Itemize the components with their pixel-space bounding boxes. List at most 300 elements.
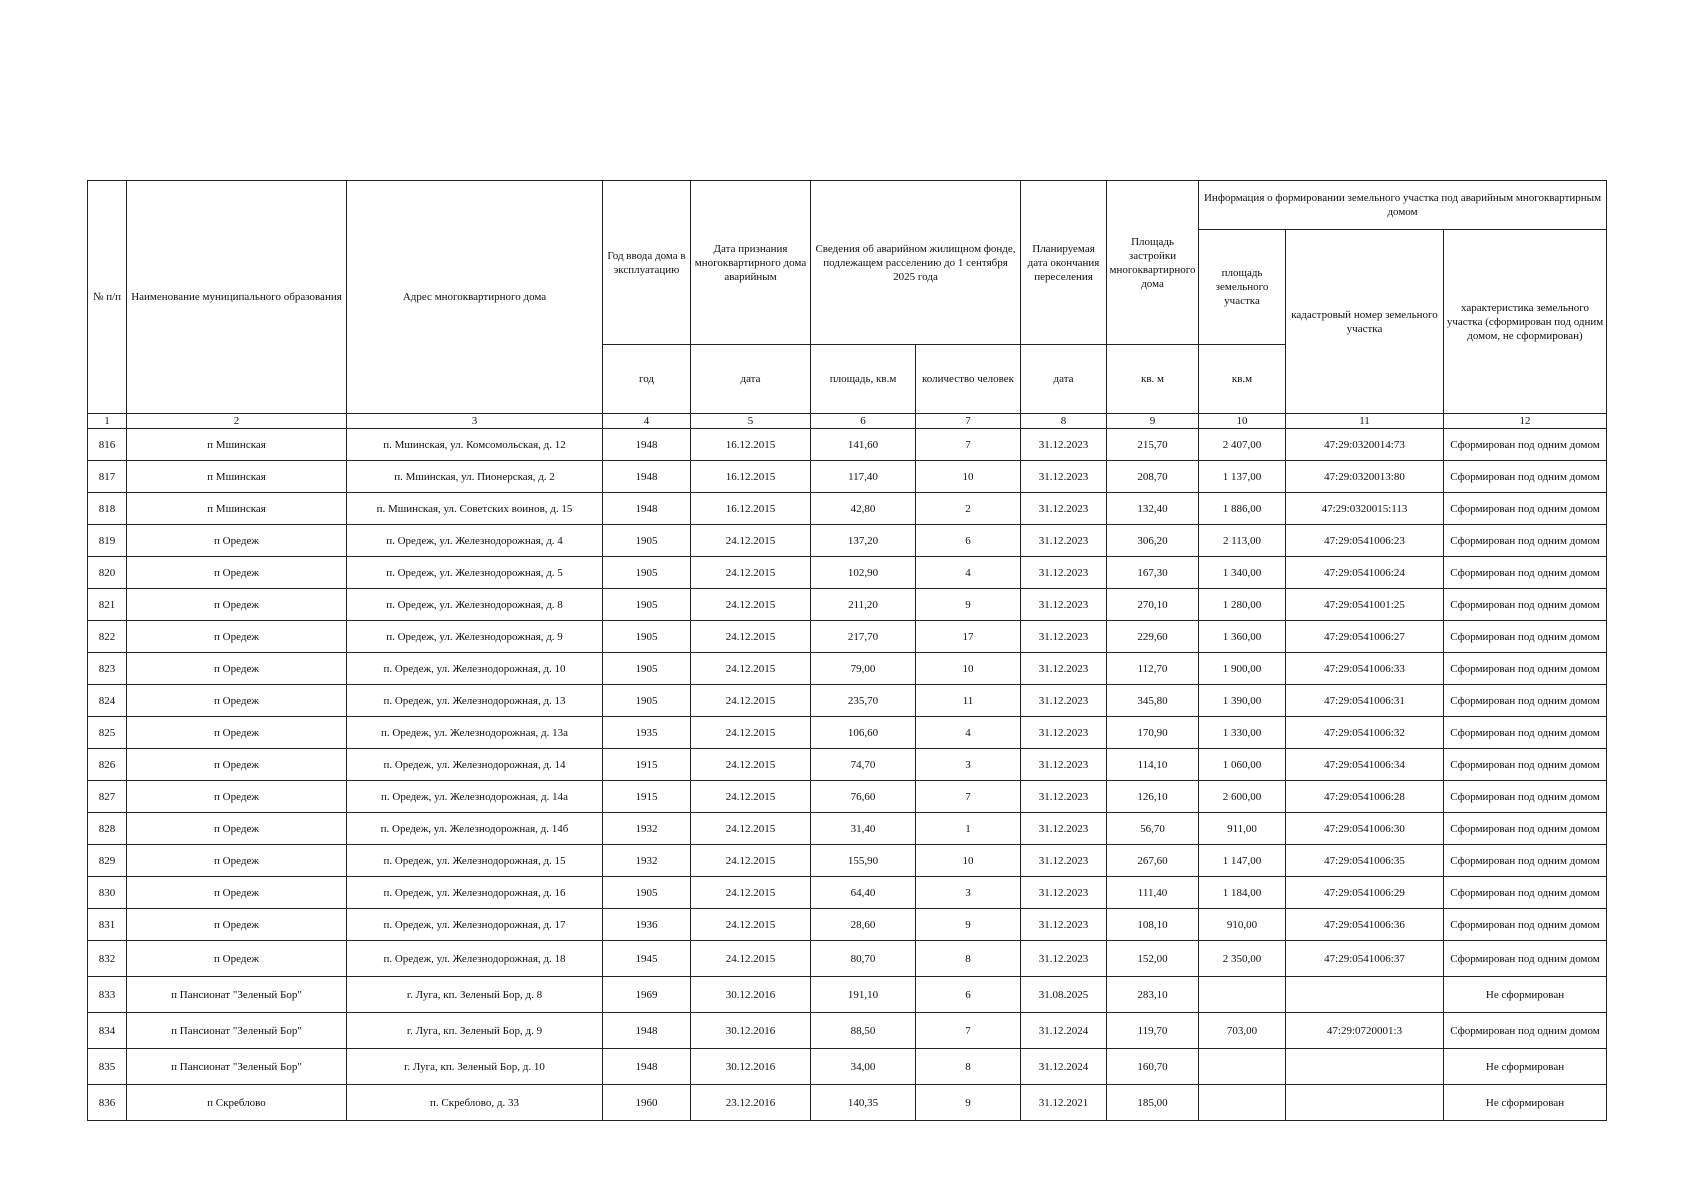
built-area-cell: 160,70 [1107,1049,1199,1085]
address-cell: п. Мшинская, ул. Советских воинов, д. 15 [347,493,603,525]
header-land-info: Информация о формировании земельного участка под аварийным многоквартирным домом [1199,181,1607,230]
municipality-cell: п Пансионат "Зеленый Бор" [127,977,347,1013]
year-cell: 1915 [603,781,691,813]
land-area-cell: 1 390,00 [1199,685,1286,717]
municipality-cell: п Оредеж [127,589,347,621]
row-num: 816 [88,429,127,461]
row-num: 821 [88,589,127,621]
people-cell: 11 [916,685,1021,717]
table-row [88,685,1607,717]
municipality-cell: п Оредеж [127,941,347,977]
municipality-cell: п Оредеж [127,653,347,685]
year-cell: 1905 [603,557,691,589]
municipality-cell: п Оредеж [127,749,347,781]
planned-date-cell: 31.12.2023 [1021,461,1107,493]
table-row [88,845,1607,877]
area-cell: 141,60 [811,429,916,461]
emergency-date-cell: 24.12.2015 [691,909,811,941]
address-cell: г. Луга, кп. Зеленый Бор, д. 10 [347,1049,603,1085]
land-area-cell [1199,1085,1286,1121]
land-char-cell: Сформирован под одним домом [1444,621,1607,653]
cadastral-cell: 47:29:0541006:30 [1286,813,1444,845]
cadastral-cell [1286,1049,1444,1085]
unit-date-2: дата [1021,345,1107,414]
emergency-date-cell: 30.12.2016 [691,1013,811,1049]
row-num: 830 [88,877,127,909]
table-row [88,461,1607,493]
cadastral-cell: 47:29:0541006:27 [1286,621,1444,653]
year-cell: 1915 [603,749,691,781]
area-cell: 106,60 [811,717,916,749]
people-cell: 4 [916,557,1021,589]
row-num: 823 [88,653,127,685]
people-cell: 7 [916,781,1021,813]
table-row [88,877,1607,909]
municipality-cell: п Оредеж [127,877,347,909]
address-cell: п. Оредеж, ул. Железнодорожная, д. 18 [347,941,603,977]
table-row [88,909,1607,941]
municipality-cell: п Оредеж [127,525,347,557]
land-char-cell: Сформирован под одним домом [1444,749,1607,781]
unit-people: количество человек [916,345,1021,414]
land-area-cell: 1 360,00 [1199,621,1286,653]
column-numbers-row [88,414,1607,429]
address-cell: п. Оредеж, ул. Железнодорожная, д. 16 [347,877,603,909]
row-num: 820 [88,557,127,589]
address-cell: п. Оредеж, ул. Железнодорожная, д. 17 [347,909,603,941]
column-number: 12 [1444,414,1607,429]
land-char-cell: Сформирован под одним домом [1444,589,1607,621]
land-char-cell: Сформирован под одним домом [1444,653,1607,685]
built-area-cell: 167,30 [1107,557,1199,589]
row-num: 834 [88,1013,127,1049]
built-area-cell: 114,10 [1107,749,1199,781]
people-cell: 2 [916,493,1021,525]
built-area-cell: 229,60 [1107,621,1199,653]
land-area-cell: 911,00 [1199,813,1286,845]
planned-date-cell: 31.08.2025 [1021,977,1107,1013]
address-cell: п. Оредеж, ул. Железнодорожная, д. 13а [347,717,603,749]
header-fund-info: Сведения об аварийном жилищном фонде, подлежащем расселению до 1 сентября 2025 года [811,181,1021,345]
column-number: 7 [916,414,1021,429]
people-cell: 7 [916,429,1021,461]
year-cell: 1948 [603,1013,691,1049]
land-char-cell: Сформирован под одним домом [1444,685,1607,717]
header-land-char: характеристика земельного участка (сформирован под одним домом, не сформирован) [1444,230,1607,414]
land-char-cell: Сформирован под одним домом [1444,909,1607,941]
built-area-cell: 132,40 [1107,493,1199,525]
row-num: 822 [88,621,127,653]
cadastral-cell: 47:29:0541006:29 [1286,877,1444,909]
land-area-cell: 1 137,00 [1199,461,1286,493]
planned-date-cell: 31.12.2023 [1021,493,1107,525]
land-area-cell: 1 060,00 [1199,749,1286,781]
land-area-cell: 1 147,00 [1199,845,1286,877]
table-row [88,977,1607,1013]
municipality-cell: п Мшинская [127,429,347,461]
emergency-date-cell: 24.12.2015 [691,845,811,877]
built-area-cell: 306,20 [1107,525,1199,557]
column-number: 9 [1107,414,1199,429]
built-area-cell: 283,10 [1107,977,1199,1013]
area-cell: 217,70 [811,621,916,653]
built-area-cell: 267,60 [1107,845,1199,877]
emergency-date-cell: 16.12.2015 [691,493,811,525]
land-area-cell: 1 280,00 [1199,589,1286,621]
header-num: № п/п [88,181,127,414]
cadastral-cell [1286,1085,1444,1121]
address-cell: п. Оредеж, ул. Железнодорожная, д. 13 [347,685,603,717]
header-date-emergency: Дата признания многоквартирного дома аварийным [691,181,811,345]
column-number: 5 [691,414,811,429]
table-row [88,749,1607,781]
planned-date-cell: 31.12.2023 [1021,525,1107,557]
cadastral-cell: 47:29:0541006:33 [1286,653,1444,685]
area-cell: 235,70 [811,685,916,717]
table-row [88,1013,1607,1049]
land-char-cell: Сформирован под одним домом [1444,813,1607,845]
table-body [88,429,1607,1121]
area-cell: 31,40 [811,813,916,845]
header-planned-date: Планируемая дата окончания переселения [1021,181,1107,345]
land-char-cell: Не сформирован [1444,1085,1607,1121]
emergency-date-cell: 24.12.2015 [691,525,811,557]
emergency-date-cell: 24.12.2015 [691,685,811,717]
land-char-cell: Сформирован под одним домом [1444,557,1607,589]
planned-date-cell: 31.12.2023 [1021,813,1107,845]
cadastral-cell: 47:29:0541006:36 [1286,909,1444,941]
planned-date-cell: 31.12.2023 [1021,685,1107,717]
municipality-cell: п Скреблово [127,1085,347,1121]
municipality-cell: п Оредеж [127,845,347,877]
people-cell: 17 [916,621,1021,653]
address-cell: п. Мшинская, ул. Пионерская, д. 2 [347,461,603,493]
address-cell: п. Оредеж, ул. Железнодорожная, д. 5 [347,557,603,589]
built-area-cell: 119,70 [1107,1013,1199,1049]
emergency-date-cell: 24.12.2015 [691,941,811,977]
area-cell: 117,40 [811,461,916,493]
people-cell: 7 [916,1013,1021,1049]
municipality-cell: п Пансионат "Зеленый Бор" [127,1049,347,1085]
cadastral-cell: 47:29:0320013:80 [1286,461,1444,493]
cadastral-cell: 47:29:0541006:24 [1286,557,1444,589]
address-cell: п. Оредеж, ул. Железнодорожная, д. 14 [347,749,603,781]
row-num: 829 [88,845,127,877]
header-year-built: Год ввода дома в эксплуатацию [603,181,691,345]
cadastral-cell: 47:29:0541006:34 [1286,749,1444,781]
emergency-date-cell: 24.12.2015 [691,781,811,813]
address-cell: п. Скреблово, д. 33 [347,1085,603,1121]
emergency-date-cell: 30.12.2016 [691,977,811,1013]
people-cell: 1 [916,813,1021,845]
address-cell: п. Мшинская, ул. Комсомольская, д. 12 [347,429,603,461]
table-row [88,557,1607,589]
built-area-cell: 215,70 [1107,429,1199,461]
emergency-date-cell: 24.12.2015 [691,557,811,589]
unit-date: дата [691,345,811,414]
area-cell: 137,20 [811,525,916,557]
column-number: 3 [347,414,603,429]
planned-date-cell: 31.12.2023 [1021,717,1107,749]
municipality-cell: п Оредеж [127,685,347,717]
built-area-cell: 108,10 [1107,909,1199,941]
row-num: 835 [88,1049,127,1085]
year-cell: 1905 [603,525,691,557]
built-area-cell: 111,40 [1107,877,1199,909]
year-cell: 1945 [603,941,691,977]
header-municipality: Наименование муниципального образования [127,181,347,414]
planned-date-cell: 31.12.2023 [1021,781,1107,813]
emergency-date-cell: 24.12.2015 [691,813,811,845]
table-row [88,717,1607,749]
municipality-cell: п Мшинская [127,461,347,493]
year-cell: 1905 [603,621,691,653]
area-cell: 64,40 [811,877,916,909]
year-cell: 1935 [603,717,691,749]
people-cell: 10 [916,845,1021,877]
cadastral-cell: 47:29:0720001:3 [1286,1013,1444,1049]
table-row [88,1049,1607,1085]
address-cell: г. Луга, кп. Зеленый Бор, д. 9 [347,1013,603,1049]
people-cell: 10 [916,653,1021,685]
land-area-cell: 1 886,00 [1199,493,1286,525]
area-cell: 211,20 [811,589,916,621]
cadastral-cell: 47:29:0541006:32 [1286,717,1444,749]
planned-date-cell: 31.12.2023 [1021,749,1107,781]
emergency-date-cell: 23.12.2016 [691,1085,811,1121]
area-cell: 102,90 [811,557,916,589]
row-num: 832 [88,941,127,977]
unit-sqm-2: кв.м [1199,345,1286,414]
table-row [88,525,1607,557]
land-char-cell: Не сформирован [1444,977,1607,1013]
planned-date-cell: 31.12.2023 [1021,877,1107,909]
area-cell: 34,00 [811,1049,916,1085]
table-row [88,781,1607,813]
planned-date-cell: 31.12.2023 [1021,909,1107,941]
column-number: 8 [1021,414,1107,429]
built-area-cell: 112,70 [1107,653,1199,685]
people-cell: 3 [916,877,1021,909]
area-cell: 155,90 [811,845,916,877]
address-cell: п. Оредеж, ул. Железнодорожная, д. 4 [347,525,603,557]
built-area-cell: 126,10 [1107,781,1199,813]
people-cell: 10 [916,461,1021,493]
emergency-date-cell: 24.12.2015 [691,877,811,909]
row-num: 827 [88,781,127,813]
row-num: 819 [88,525,127,557]
planned-date-cell: 31.12.2023 [1021,941,1107,977]
municipality-cell: п Оредеж [127,557,347,589]
address-cell: п. Оредеж, ул. Железнодорожная, д. 8 [347,589,603,621]
header-cadastral: кадастровый номер земельного участка [1286,230,1444,414]
planned-date-cell: 31.12.2024 [1021,1049,1107,1085]
land-area-cell [1199,1049,1286,1085]
planned-date-cell: 31.12.2023 [1021,429,1107,461]
people-cell: 3 [916,749,1021,781]
land-area-cell: 703,00 [1199,1013,1286,1049]
people-cell: 4 [916,717,1021,749]
table-row [88,1085,1607,1121]
address-cell: п. Оредеж, ул. Железнодорожная, д. 10 [347,653,603,685]
column-number: 4 [603,414,691,429]
area-cell: 88,50 [811,1013,916,1049]
land-char-cell: Сформирован под одним домом [1444,941,1607,977]
municipality-cell: п Мшинская [127,493,347,525]
row-num: 826 [88,749,127,781]
people-cell: 9 [916,909,1021,941]
land-area-cell: 2 113,00 [1199,525,1286,557]
cadastral-cell: 47:29:0541006:31 [1286,685,1444,717]
planned-date-cell: 31.12.2021 [1021,1085,1107,1121]
year-cell: 1932 [603,813,691,845]
header-built-area: Площадь застройки многоквартирного дома [1107,181,1199,345]
built-area-cell: 56,70 [1107,813,1199,845]
cadastral-cell: 47:29:0541001:25 [1286,589,1444,621]
table-header [88,181,1607,429]
table-row [88,429,1607,461]
column-number: 2 [127,414,347,429]
year-cell: 1905 [603,877,691,909]
row-num: 833 [88,977,127,1013]
built-area-cell: 170,90 [1107,717,1199,749]
cadastral-cell: 47:29:0541006:37 [1286,941,1444,977]
year-cell: 1969 [603,977,691,1013]
address-cell: г. Луга, кп. Зеленый Бор, д. 8 [347,977,603,1013]
emergency-date-cell: 30.12.2016 [691,1049,811,1085]
land-char-cell: Сформирован под одним домом [1444,493,1607,525]
area-cell: 42,80 [811,493,916,525]
land-area-cell: 1 184,00 [1199,877,1286,909]
emergency-date-cell: 24.12.2015 [691,653,811,685]
unit-sqm: кв. м [1107,345,1199,414]
table-row [88,621,1607,653]
land-char-cell: Сформирован под одним домом [1444,845,1607,877]
people-cell: 6 [916,977,1021,1013]
land-area-cell [1199,977,1286,1013]
year-cell: 1948 [603,429,691,461]
column-number: 10 [1199,414,1286,429]
land-char-cell: Сформирован под одним домом [1444,1013,1607,1049]
cadastral-cell: 47:29:0320014:73 [1286,429,1444,461]
year-cell: 1905 [603,653,691,685]
land-char-cell: Сформирован под одним домом [1444,877,1607,909]
land-area-cell: 2 600,00 [1199,781,1286,813]
people-cell: 6 [916,525,1021,557]
cadastral-cell: 47:29:0541006:28 [1286,781,1444,813]
land-char-cell: Сформирован под одним домом [1444,717,1607,749]
row-num: 817 [88,461,127,493]
planned-date-cell: 31.12.2023 [1021,653,1107,685]
address-cell: п. Оредеж, ул. Железнодорожная, д. 15 [347,845,603,877]
land-area-cell: 1 900,00 [1199,653,1286,685]
row-num: 828 [88,813,127,845]
land-char-cell: Сформирован под одним домом [1444,525,1607,557]
land-char-cell: Сформирован под одним домом [1444,429,1607,461]
built-area-cell: 270,10 [1107,589,1199,621]
year-cell: 1960 [603,1085,691,1121]
municipality-cell: п Оредеж [127,909,347,941]
unit-year: год [603,345,691,414]
municipality-cell: п Оредеж [127,813,347,845]
planned-date-cell: 31.12.2023 [1021,845,1107,877]
column-number: 6 [811,414,916,429]
built-area-cell: 345,80 [1107,685,1199,717]
year-cell: 1932 [603,845,691,877]
row-num: 831 [88,909,127,941]
table-row [88,493,1607,525]
municipality-cell: п Оредеж [127,781,347,813]
header-address: Адрес многоквартирного дома [347,181,603,414]
table-row [88,941,1607,977]
header-land-area: площадь земельного участка [1199,230,1286,345]
land-area-cell: 2 407,00 [1199,429,1286,461]
built-area-cell: 185,00 [1107,1085,1199,1121]
cadastral-cell: 47:29:0541006:35 [1286,845,1444,877]
row-num: 825 [88,717,127,749]
land-area-cell: 1 340,00 [1199,557,1286,589]
land-area-cell: 2 350,00 [1199,941,1286,977]
year-cell: 1948 [603,493,691,525]
table-row [88,589,1607,621]
area-cell: 76,60 [811,781,916,813]
area-cell: 80,70 [811,941,916,977]
land-area-cell: 1 330,00 [1199,717,1286,749]
area-cell: 79,00 [811,653,916,685]
address-cell: п. Оредеж, ул. Железнодорожная, д. 9 [347,621,603,653]
municipality-cell: п Пансионат "Зеленый Бор" [127,1013,347,1049]
area-cell: 140,35 [811,1085,916,1121]
year-cell: 1948 [603,1049,691,1085]
resettlement-table [87,180,1607,1121]
row-num: 824 [88,685,127,717]
people-cell: 8 [916,941,1021,977]
emergency-date-cell: 24.12.2015 [691,589,811,621]
row-num: 818 [88,493,127,525]
built-area-cell: 208,70 [1107,461,1199,493]
year-cell: 1905 [603,589,691,621]
column-number: 1 [88,414,127,429]
row-num: 836 [88,1085,127,1121]
area-cell: 74,70 [811,749,916,781]
emergency-date-cell: 16.12.2015 [691,461,811,493]
land-char-cell: Не сформирован [1444,1049,1607,1085]
planned-date-cell: 31.12.2023 [1021,589,1107,621]
address-cell: п. Оредеж, ул. Железнодорожная, д. 14б [347,813,603,845]
planned-date-cell: 31.12.2023 [1021,557,1107,589]
table-row [88,813,1607,845]
municipality-cell: п Оредеж [127,717,347,749]
land-char-cell: Сформирован под одним домом [1444,461,1607,493]
address-cell: п. Оредеж, ул. Железнодорожная, д. 14а [347,781,603,813]
land-char-cell: Сформирован под одним домом [1444,781,1607,813]
emergency-date-cell: 24.12.2015 [691,717,811,749]
emergency-date-cell: 16.12.2015 [691,429,811,461]
year-cell: 1936 [603,909,691,941]
cadastral-cell: 47:29:0541006:23 [1286,525,1444,557]
cadastral-cell [1286,977,1444,1013]
unit-area: площадь, кв.м [811,345,916,414]
built-area-cell: 152,00 [1107,941,1199,977]
emergency-date-cell: 24.12.2015 [691,621,811,653]
planned-date-cell: 31.12.2023 [1021,621,1107,653]
area-cell: 28,60 [811,909,916,941]
people-cell: 9 [916,1085,1021,1121]
people-cell: 9 [916,589,1021,621]
planned-date-cell: 31.12.2024 [1021,1013,1107,1049]
area-cell: 191,10 [811,977,916,1013]
people-cell: 8 [916,1049,1021,1085]
